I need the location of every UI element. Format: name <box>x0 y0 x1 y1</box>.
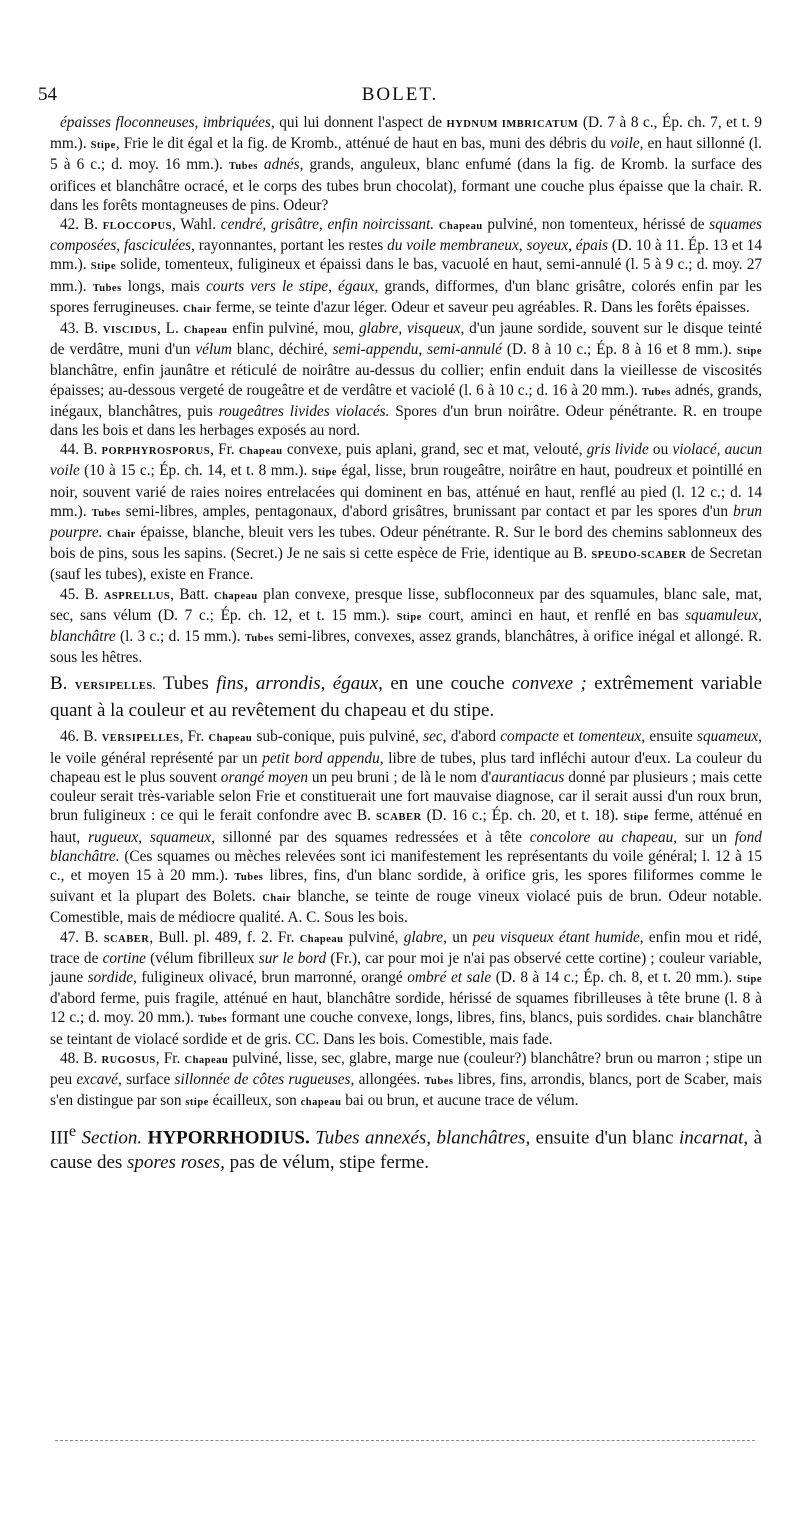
text-run: blanc, déchiré, <box>231 341 333 359</box>
text-run: adnés, grands, inégaux, blanchâtres, puis <box>50 381 762 420</box>
page-number: 54 <box>38 84 57 105</box>
text-run: sordide, <box>87 968 137 986</box>
text-run: Stipe <box>90 261 117 273</box>
text-run: , Bull. pl. 489, f. 2. Fr. <box>149 928 300 946</box>
text-run: court, aminci en haut, et renflé en bas <box>421 606 686 624</box>
text-run: ferme, atténué en haut, <box>50 807 762 846</box>
text-run: Chair <box>262 893 292 905</box>
text-run: (D. 16 c.; Ép. ch. 20, et t. 18). <box>421 807 624 825</box>
text-run: , Fr. <box>210 441 239 459</box>
species-paragraph <box>50 1049 762 1113</box>
text-run: Chair <box>107 529 136 541</box>
text-run: , L. <box>157 320 184 338</box>
text-run: ombré et sale <box>407 968 492 986</box>
text-run: Tubes <box>424 1075 454 1087</box>
text-run: blanchâtre se teintant de violacé sordide et de gris. CC. Dans les bois. Comestible, mais fade. <box>50 1009 762 1048</box>
text-run: , Frie le dit égal et la fig. de Kromb., atténué de haut en bas, muni des débris du <box>115 135 610 153</box>
text-run: 43. B. <box>60 320 103 338</box>
text-run: sur le bord <box>258 949 327 967</box>
text-run: libres, fins, arrondis, blancs, port de Scaber, mais s'en distingue par son <box>50 1070 762 1110</box>
text-run: 42. B. <box>60 216 103 234</box>
text-run: Stipe <box>736 346 763 358</box>
text-run: plan convexe, presque lisse, subfloconneux par des squamules, blanc sale, mat, sec, sans vélum (D. 7 c.; Ép. ch. 12, et t. 15 mm.). <box>50 585 762 624</box>
text-run: III <box>50 1127 69 1149</box>
text-run: Chapeau <box>299 933 344 945</box>
text-run: RUGOSUS <box>101 1054 156 1066</box>
text-run: d'un jaune sordide, souvent sur le disque teinté de verdâtre, muni d'un <box>50 320 762 359</box>
text-run: stipe <box>185 1097 209 1109</box>
text-run: solide, tomenteux, fuligineux et épaissi dans le bas, vacuolé en haut, semi-annulé (l. 5 à 9 c.; d. moy. 27 mm.). <box>50 256 762 295</box>
text-run: aurantiacus <box>491 768 565 786</box>
text-run: Chapeau <box>213 590 258 602</box>
text-run: VERSIPELLES. <box>74 681 156 693</box>
text-run: (vélum fibrilleux <box>145 949 259 967</box>
text-run: compacte <box>500 728 559 746</box>
text-run: convexe, puis aplani, grand, sec et mat, velouté, <box>282 441 587 459</box>
text-run: sub-conique, puis pulviné, <box>252 728 424 746</box>
text-run: cortine <box>102 949 146 967</box>
text-run: SPEUDO-SCABER <box>591 550 687 562</box>
text-run: (10 à 15 c.; Ép. ch. 14, et t. 8 mm.). <box>79 462 312 480</box>
text-run: enfin pulviné, mou, <box>227 320 359 338</box>
text-run: voile <box>609 135 640 153</box>
text-run: FLOCCOPUS <box>102 221 172 233</box>
text-run: Chapeau <box>208 733 253 745</box>
text-run: d'abord ferme, puis fragile, atténué en haut, blanchâtre sordide, hérissé de squames fibrilleuses à tête brune (l. 8 à 12 c.; d. moy. 20 mm.). <box>50 990 762 1027</box>
text-run: convexe ; <box>511 673 587 695</box>
text-run: Spores d'un brun noirâtre. Odeur pénétrante. R. en troupe dans les bois et dans les herbages exposés au nord. <box>50 402 762 440</box>
text-run: semi-libres, amples, pentagonaux, d'abord grisâtres, brunissant par contact et par les spores d'un <box>120 502 734 520</box>
species-paragraph <box>50 319 762 440</box>
section-heading <box>50 672 762 723</box>
text-run: , Fr. <box>179 728 209 746</box>
text-run: semi-appendu, semi-annulé <box>332 341 502 359</box>
page-header <box>38 84 762 108</box>
text-run: un <box>446 928 473 946</box>
text-run: Stipe <box>736 973 763 985</box>
text-run: , Fr. <box>155 1049 185 1067</box>
text-run: pulviné, non tomenteux, hérissé de <box>482 216 710 234</box>
text-run: Tubes <box>92 282 122 294</box>
text-run: pulviné, lisse, sec, glabre, marge nue (couleur?) blanchâtre? brun ou marron ; stipe un peu <box>50 1049 763 1088</box>
text-run: d'abord <box>446 728 501 746</box>
species-paragraph <box>50 113 762 215</box>
text-run: petit bord appendu, <box>262 749 384 767</box>
text-run: pulviné, <box>343 928 404 946</box>
text-run: brun pourpre. <box>50 502 762 542</box>
text-run: (D. 10 à 11. Ép. 13 et 14 mm.). <box>50 237 762 274</box>
text-run: Tubes <box>641 386 671 398</box>
text-run: Tubes annexés, blanchâtres, <box>315 1127 531 1149</box>
text-run: formant une couche convexe, longs, libres, fins, blancs, puis sordides. <box>227 1009 666 1027</box>
text-run: Stipe <box>396 611 422 623</box>
text-run: violacé, aucun voile <box>50 441 763 480</box>
text-run: Chapeau <box>183 325 228 337</box>
text-run: gris livide <box>586 441 649 459</box>
text-run: VERSIPELLES <box>101 733 180 745</box>
text-run: pas de vélum, stipe ferme. <box>224 1151 430 1173</box>
text-run: de Secretan (sauf les tubes), existe en France. <box>50 545 762 584</box>
text-run: en une couche <box>382 673 512 695</box>
text-run: , en haut sillonné (l. 5 à 6 c.; d. moy. 16 mm.). <box>50 135 762 174</box>
text-run: extrêmement variable quant à la couleur et au revêtement du chapeau et du stipe. <box>50 673 763 722</box>
text-run: vélum <box>195 341 232 359</box>
text-run: incarnat, <box>678 1127 749 1149</box>
text-run: cendré, grisâtre, enfin noircissant. <box>220 216 435 234</box>
text-run: glabre, visqueux, <box>358 320 465 338</box>
text-run: du voile membraneux, soyeux, épais <box>387 237 609 255</box>
text-run: surface <box>121 1070 175 1088</box>
text-run: Chair <box>182 303 212 315</box>
text-run: rayonnantes, portant les restes <box>194 237 388 255</box>
section-heading <box>50 1120 762 1174</box>
text-run: 47. B. <box>60 928 104 946</box>
text-run: SCABER <box>375 812 422 824</box>
text-run: sillonnée de côtes rugueuses, <box>174 1070 355 1088</box>
text-run: HYPORRHODIUS. <box>147 1127 310 1149</box>
text-run: à cause des <box>50 1127 763 1173</box>
text-run: sur un <box>677 828 735 846</box>
text-run: Stipe <box>623 812 649 824</box>
text-run: Tubes <box>234 871 264 883</box>
text-run: ensuite d'un blanc <box>530 1127 679 1149</box>
text-run: semi-libres, convexes, assez grands, blanchâtres, à orifice inégal et allongé. R. sous les hêtres. <box>50 628 762 667</box>
species-paragraph <box>50 585 762 668</box>
text-run: ensuite <box>645 728 697 746</box>
text-run: , Batt. <box>170 585 214 603</box>
text-run: et <box>558 728 579 746</box>
text-run: rougeâtres livides violacés. <box>218 402 390 420</box>
text-run: B. <box>50 673 75 695</box>
text-run: qui lui donnent l'aspect de <box>274 114 447 131</box>
text-run: PORPHYROSPORUS <box>101 446 211 458</box>
text-run: Tubes <box>155 673 217 695</box>
text-run: SCABER <box>103 933 150 945</box>
text-run: (l. 3 c.; d. 15 mm.). <box>115 628 245 646</box>
text-run: allongées. <box>354 1070 425 1088</box>
text-run: Stipe <box>90 140 116 152</box>
text-run: Tubes <box>198 1014 228 1026</box>
text-run: bai ou brun, et aucune trace de vélum. <box>341 1092 579 1110</box>
text-run: un peu bruni ; de là le nom d' <box>307 768 492 786</box>
text-run: Chair <box>665 1014 695 1026</box>
text-run: Chapeau <box>184 1054 229 1066</box>
text-run: 45. B. <box>60 585 104 603</box>
species-paragraph <box>50 727 762 927</box>
text-run: le voile général représenté par un <box>50 749 263 767</box>
text-run: Chapeau <box>238 446 283 458</box>
text-run: adnés, <box>263 156 304 174</box>
text-run: grands, anguleux, blanc enfumé (dans la fig. de Kromb. la surface des orifices et blanchâtre ocracé, et le corps des tubes brun chocolat), formant une couche plus épaisse que la chair. R. dans les forêts montagneuses de pins. Odeur? <box>50 156 762 214</box>
text-run: Tubes <box>244 633 274 645</box>
text-run: (Fr.), car pour moi je n'ai pas observé cette cortine) ; couleur variable, jaune <box>50 949 762 986</box>
text-run: fond blanchâtre. <box>50 828 762 865</box>
text-run: VISCIDUS <box>102 325 158 337</box>
text-run: squamuleux, blanchâtre <box>50 606 762 646</box>
text-run: Chapeau <box>438 221 483 233</box>
text-run: (D. 8 à 10 c.; Ép. 8 à 16 et 8 mm.). <box>501 341 737 359</box>
text-run: orangé moyen <box>220 768 308 786</box>
text-run: chapeau <box>300 1097 342 1109</box>
text-run: squames composées, fasciculées, <box>50 216 762 255</box>
text-run: glabre, <box>403 928 447 946</box>
text-run: tomenteux, <box>578 728 646 746</box>
text-run: écailleux, son <box>208 1092 301 1110</box>
text-run: 44. B. <box>60 441 102 459</box>
text-run: rugueux, squameux, <box>88 828 215 846</box>
text-run: libres, fins, d'un blanc sordide, à orifice gris, les spores filiformes comme le suivant et la plupart des Bolets. <box>50 866 762 906</box>
text-run: égal, lisse, brun rougeâtre, noirâtre en haut, poudreux et pointillé en noir, souvent varié de raies noires entrelacées qui dominent en bas, atténué en haut, renflé au pied (l. 12 c.; d. 14 mm.). <box>50 462 762 520</box>
text-run: fins, arrondis, égaux, <box>216 673 383 695</box>
text-run: 46. B. <box>60 728 102 746</box>
text-run: squameux, <box>697 728 762 746</box>
text-run: excavé, <box>76 1070 122 1088</box>
text-run: e <box>68 1123 77 1141</box>
text-run: longs, mais <box>121 277 206 295</box>
text-run: courts vers le stipe, égaux, <box>205 277 379 295</box>
text-run: (D. 7 à 8 c., Ép. ch. 7, et t. 9 mm.). <box>50 114 762 153</box>
text-run: sillonné par des squames redressées et à tête <box>214 828 530 846</box>
text-run: ou <box>648 441 673 459</box>
text-run: concolore au chapeau, <box>529 828 678 846</box>
page-body <box>50 113 762 1179</box>
text-run: (Ces squames ou mèches relevées sont ici manifestement les représentants du voile général; l. 12 à 15 c., et moyen 15 à 20 mm.). <box>50 847 762 884</box>
text-run: Section. <box>81 1127 143 1149</box>
species-paragraph <box>50 440 762 584</box>
species-paragraph <box>50 928 762 1049</box>
text-run: libre de tubes, plus tard infléchi autour d'eux. La couleur du chapeau est le plus souvent <box>50 749 762 786</box>
text-run: donné par plusieurs ; mais cette couleur serait très-variable selon Frie et constituerait une fort mauvaise diagnose, car il serait aussi d'un roux brun, brun fuligineux : ce qui le ferait confondre avec B. <box>50 768 763 825</box>
text-run: (D. 8 à 14 c.; Ép. ch. 8, et t. 20 mm.). <box>491 968 737 986</box>
text-run: HYDNUM IMBRICATUM <box>446 119 579 130</box>
text-run: spores roses, <box>127 1151 225 1173</box>
text-run: enfin mou et ridé, trace de <box>50 928 763 967</box>
text-run: grands, difformes, d'un blanc grisâtre, colorés enfin par les spores ferrugineuses. <box>50 277 762 316</box>
text-run: blanchâtre, enfin jaunâtre et réticulé de noirâtre au-dessus du collier; enfin enduit dans la vieillesse de viscosités épaisses; au-dessous vergeté de rougeâtre et de verdâtre et vaciolé (l. 6 à 10 c.; d. 16 à 20 mm.). <box>50 362 762 399</box>
text-run: 48. B. <box>60 1049 102 1067</box>
text-run: ASPRELLUS <box>103 590 171 602</box>
text-run: Tubes <box>91 507 121 519</box>
text-run: , Wahl. <box>171 216 221 234</box>
text-run: sec, <box>423 728 447 746</box>
text-run: Tubes <box>228 161 258 173</box>
text-run: blanche, se teinte de rouge vineux violacé puis de brun. Odeur notable. Comestible, mais de médiocre qualité. A. C. Sous les bois. <box>50 888 762 927</box>
text-run: épaisse, blanche, bleuit vers les tubes. Odeur pénétrante. R. Sur le bord des chemins sablonneux des bois de pins, sous les sapins. (Secret.) Je ne sais si cette espèce de Frie, identique au B. <box>50 524 762 563</box>
bottom-dashed-rule <box>55 1440 755 1441</box>
text-run: peu visqueux étant humide, <box>472 928 644 946</box>
text-run: ferme, se teinte d'azur léger. Odeur et saveur peu agréables. R. Dans les forêts épaisses. <box>211 298 750 316</box>
text-run: fuligineux olivacé, brun marronné, orangé <box>136 968 408 986</box>
text-run: Stipe <box>311 467 337 479</box>
running-title: BOLET. <box>361 84 439 105</box>
text-run: épaisses floconneuses, imbriquées, <box>60 114 275 131</box>
species-paragraph <box>50 215 762 319</box>
